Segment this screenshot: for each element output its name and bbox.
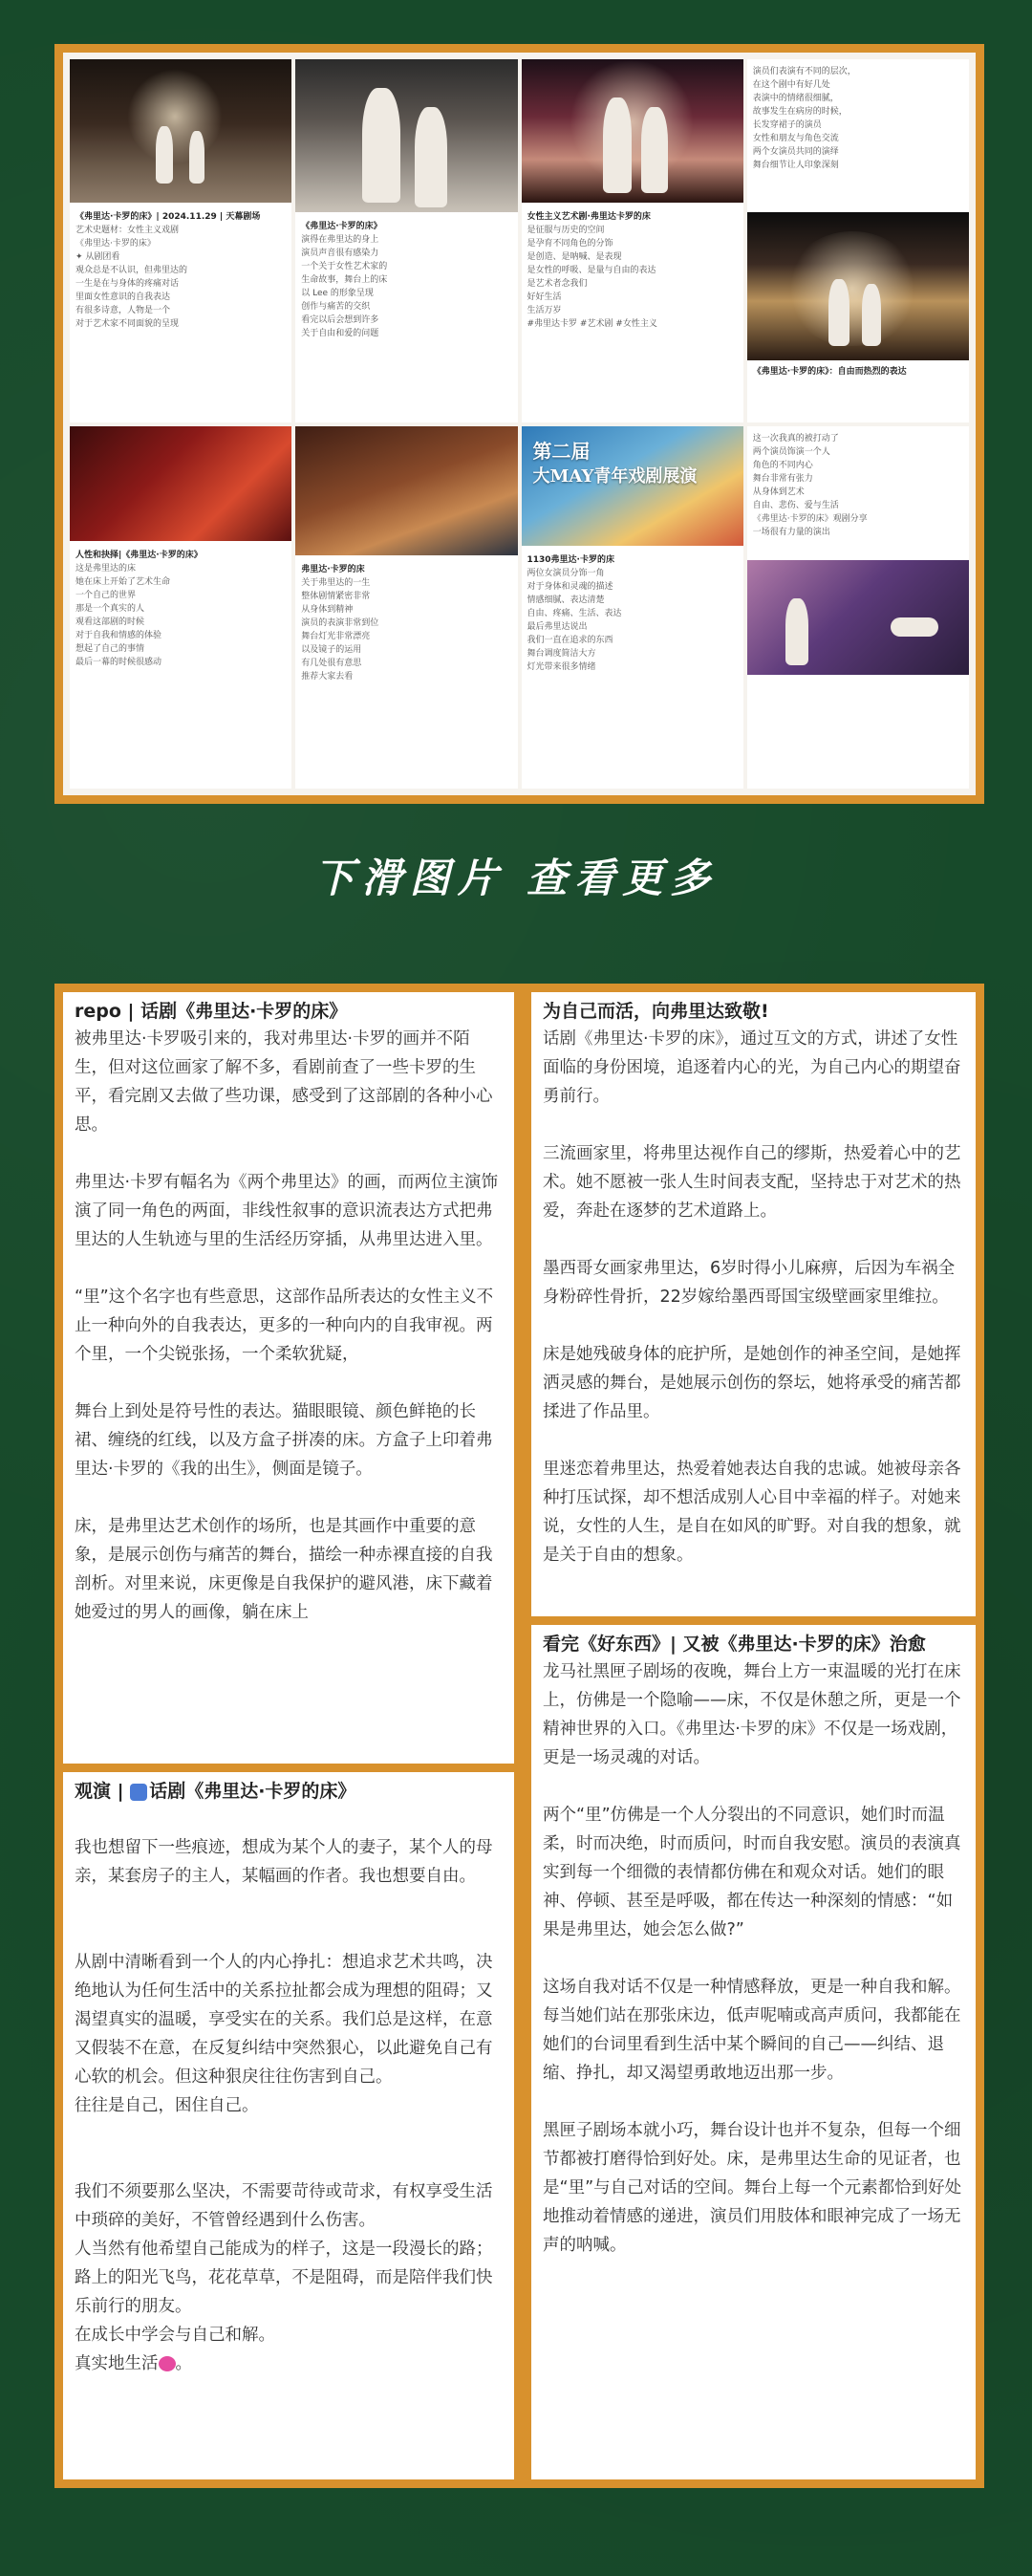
card-title: repo | 话剧《弗里达·卡罗的床》: [75, 1001, 348, 1022]
collage-tile[interactable]: [295, 59, 517, 422]
collage-tile[interactable]: [747, 426, 969, 790]
red-photo: [70, 426, 291, 541]
collage-tile[interactable]: [70, 59, 291, 422]
review-card-audience: [54, 1764, 523, 2488]
review-card-repo: [54, 984, 523, 1783]
collage-tile[interactable]: [522, 426, 743, 790]
poster-title: 第二届: [532, 439, 591, 463]
card-body: 被弗里达·卡罗吸引来的，我对弗里达·卡罗的画并不陌生，但对这位画家了解不多，看剧前查了一些卡罗的生平，看完剧又去做了些功课，感受到了这部剧的各种小心思。 弗里达·卡罗有幅名为《两个弗里达》的画，而两位主演饰演了同一角色的两面，非线性叙事的意识流表达方式把弗里达的人生轨迹与里的生活经历穿插，从弗里达进入里。 “里”这个名字也有些意思，这部作品所表达的女性主义不止一种向外的自我表达，更多的一种向内的自我审视。两个里，一个尖锐张扬，一个柔软犹疑， 舞台上到处是符号性的表达。猫眼眼镜、颜色鲜艳的长裙、缠绕的红线，以及方盒子拼凑的床。方盒子上印着弗里达·卡罗的《我的出生》，侧面是镜子。 床，是弗里达艺术创作的场所，也是其画作中重要的意象，是展示创伤与痛苦的舞台，描绘一种赤裸直接的自我剖析。对里来说，床更像是自我保护的避风港，床下藏着她爱过的男人的画像，躺在床上: [75, 1029, 499, 1622]
card-body: 龙马社黑匣子剧场的夜晚，舞台上方一束温暖的光打在床上，仿佛是一个隐喻——床，不仅是休憩之所，更是一个精神世界的入口。《弗里达·卡罗的床》不仅是一场戏剧，更是一场灵魂的对话。 两个“里”仿佛是一个人分裂出的不同意识，她们时而温柔，时而决绝，时而质问，时而自我安慰。演员的表演真实到每一个细微的表情都仿佛在和观众对话。她们的眼神、停顿、甚至是呼吸，都在传达一种深刻的情感：“如果是弗里达，她会怎么做?” 这场自我对话不仅是一种情感释放，更是一种自我和解。每当她们站在那张床边，低声呢喃或高声质问，我都能在她们的台词里看到生活中某个瞬间的自己——纠结、退缩、挣扎，却又渴望勇敢地迈出那一步。 黑匣子剧场本就小巧，舞台设计也并不复杂，但每一个细节都被打磨得恰到好处。床，是弗里达生命的见证者，也是“里”与自己对话的空间。舞台上每一个元素都恰到好处地推动着情感的递进，演员们用肢体和眼神完成了一场无声的呐喊。: [543, 1662, 962, 2255]
collage-tile[interactable]: [70, 426, 291, 790]
post-caption: 人性和抉择|《弗里达·卡罗的床》 这是弗里达的床 她在床上开始了艺术生命 一个自己的世界 那是一个真实的人 观看这部剧的时候 对于自我和情感的体验 想起了自己的事情 最后一幕的时候很感动: [75, 550, 203, 667]
card-body: 我也想留下一些痕迹，想成为某个人的妻子，某个人的母亲，某套房子的主人，某幅画的作者。我也想要自由。 从剧中清晰看到一个人的内心挣扎：想追求艺术共鸣，决绝地认为任何生活中的关系拉扯都会成为理想的阻碍；又渴望真实的温暖，享受实在的关系。我们总是这样，在意又假装不在意，在反复纠结中突然狠心，以此避免自己有心软的机会。但这种狠戾往往伤害到自己。 往往是自己，困住自己。 我们不须要那么坚决，不需要苛待或苛求，有权享受生活中琐碎的美好，不管曾经遇到什么伤害。 人当然有他希望自己能成为的样子，这是一段漫长的路；路上的阳光飞鸟，花花草草，不是阻碍，而是陪伴我们快乐前行的朋友。 在成长中学会与自己和解。 真实地生活 。: [75, 1838, 493, 2373]
collage-tile[interactable]: [295, 426, 517, 790]
collage-frame: [54, 44, 984, 804]
stage-photo: [747, 560, 969, 675]
card-title: 为自己而活，向弗里达致敬!: [543, 1001, 769, 1022]
stage-photo: [747, 212, 969, 360]
collage-tile[interactable]: [747, 59, 969, 422]
post-caption: 弗里达·卡罗的床 关于弗里达的一生 整体剧情紧密非常 从身体到精神 演员的表演非常到位 舞台灯光非常漂亮 以及镜子的运用 有几处很有意思 推荐大家去看: [301, 564, 379, 682]
poster-subtitle: 大MAY青年戏剧展演: [532, 465, 698, 487]
swipe-hint-title: 下滑图片 查看更多: [313, 855, 719, 901]
card-body: 话剧《弗里达·卡罗的床》，通过互文的方式，讲述了女性面临的身份困境，追逐着内心的光，为自己内心的期望奋勇前行。 三流画家里，将弗里达视作自己的缪斯，热爱着心中的艺术。她不愿被一张人生时间表支配，坚持忠于对艺术的热爱，奔赴在逐梦的艺术道路上。 墨西哥女画家弗里达，6岁时得小儿麻痹，后因为车祸全身粉碎性骨折，22岁嫁给墨西哥国宝级壁画家里维拉。 床是她残破身体的庇护所，是她创作的神圣空间，是她挥洒灵感的舞台，是她展示创伤的祭坛，她将承受的痛苦都揉进了作品里。 里迷恋着弗里达，热爱着她表达自我的忠诚。她被母亲各种打压试探，却不想活成别人心目中幸福的样子。对她来说，女性的人生，是自在如风的旷野。对自我的想象，就是关于自由的想象。: [543, 1029, 961, 1565]
card-title: 看完《好东西》| 又被《弗里达·卡罗的床》治愈: [543, 1634, 926, 1655]
post-caption: 《弗里达·卡罗的床》：自由而热烈的表达: [752, 367, 907, 377]
collage-tile[interactable]: [522, 59, 743, 422]
post-caption: 《弗里达·卡罗的床》 演得在弗里达的身上 演员声音很有感染力 一个关于女性艺术家的 生命故事，舞台上的床 以 Lee 的形象呈现 创作与痛苦的交织 看完以后会想到许多 关于自由和爱的问题: [301, 222, 388, 338]
heart-icon: [159, 2356, 176, 2371]
stage-photo: [70, 59, 291, 203]
post-caption: 女性主义艺术剧·弗里达卡罗的床 是征服与历史的空间 是孕育不同角色的分饰 是创造、是呐喊、是表现 是女性的呼吸、是量与自由的表达 是艺术者念我们 好好生活 生活万岁 #弗里达卡罗 #艺术剧 #女性主义: [527, 212, 657, 329]
poster-photo: [295, 426, 517, 555]
drama-icon: [130, 1784, 147, 1801]
festival-poster: [522, 426, 743, 546]
post-caption: 《弗里达·卡罗的床》| 2024.11.29 | 天幕剧场 艺术史题材：女性主义戏剧 《弗里达·卡罗的床》 ✦ 从剧团看 观众总是不认识，但弗里达的 一生是在与身体的疼痛对话 里面女性意识的自我表达 有很多诗意，人物是一个 对于艺术家不同面貌的呈现: [75, 212, 261, 329]
review-card-self: [523, 984, 984, 1635]
review-card-good: [523, 1616, 984, 2488]
post-caption: 1130弗里达·卡罗的床 两位女演员分饰一角 对于身体和灵魂的描述 情感细腻、表达清楚 自由、疼痛、生活、表达 最后弗里达说出 我们一直在追求的东西 舞台调度简洁大方 灯光带来很多情绪: [527, 554, 622, 672]
card-title: 观演 | 话剧《弗里达·卡罗的床》: [75, 1781, 356, 1802]
stage-photo: [522, 59, 743, 203]
post-caption: 这一次我真的被打动了 两个演员饰演一个人 角色的不同内心 舞台非常有张力 从身体到艺术 自由、悲伤、爱与生活 《弗里达·卡罗的床》观剧分享 一场很有力量的演出: [752, 433, 868, 537]
collage-grid: [70, 59, 969, 789]
actress-photo: [295, 59, 517, 212]
post-caption: 演员们表演有不同的层次， 在这个剧中有好几处 表演中的情绪很细腻， 故事发生在病房的时候， 长发穿裙子的演员 女性和朋友与角色交流 两个女演员共同的演绎 舞台细节让人印象深刻: [752, 67, 856, 170]
